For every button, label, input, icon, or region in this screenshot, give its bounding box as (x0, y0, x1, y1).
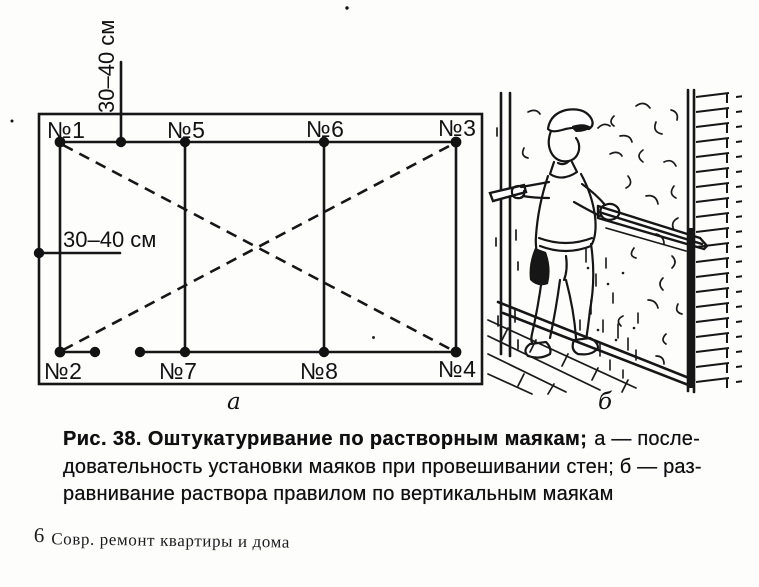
caption-line-3: равнивание раствора правилом по вертикальным маякам (63, 483, 614, 505)
beacon-label-3: №3 (438, 115, 477, 141)
scan-specks (11, 6, 349, 122)
print-signature (34, 523, 291, 552)
beacon-label-2: №2 (44, 358, 83, 384)
head (549, 131, 579, 161)
beacon-label-8: №8 (300, 358, 339, 384)
beacon-label-7: №7 (159, 358, 198, 384)
beacon-label-4: №4 (438, 356, 477, 382)
front-leg (531, 278, 560, 346)
beacon-layout-diagram (0, 0, 490, 420)
scan-speck (372, 336, 375, 339)
caption-line-1-rest: а — после- (594, 428, 700, 450)
figure-caption (63, 426, 753, 509)
measure-label-horizontal: 30–40 см (63, 227, 157, 252)
signature-number: 6 (33, 523, 45, 548)
caption-line-1 (63, 426, 753, 454)
beacon-label-1: №1 (47, 117, 86, 143)
measure-label-vertical: 30–40 см (94, 19, 119, 113)
left-beacon-rail (490, 93, 526, 356)
panel-b-label: б (598, 389, 613, 415)
beacon-label-6: №6 (306, 116, 345, 142)
signature-text: Совр. ремонт квартиры и дома (51, 529, 291, 552)
neck-collar (550, 161, 577, 178)
caption-line-2: довательность установки маяков при провешивании стен; б — раз- (63, 455, 702, 478)
beacon-label-5: №5 (167, 117, 206, 143)
plasterer-illustration (488, 88, 759, 418)
caption-figure-number: Рис. 38. Оштукатуривание по растворным маякам; (63, 428, 588, 450)
belt (539, 238, 592, 251)
panel-a-label: а (227, 389, 241, 415)
